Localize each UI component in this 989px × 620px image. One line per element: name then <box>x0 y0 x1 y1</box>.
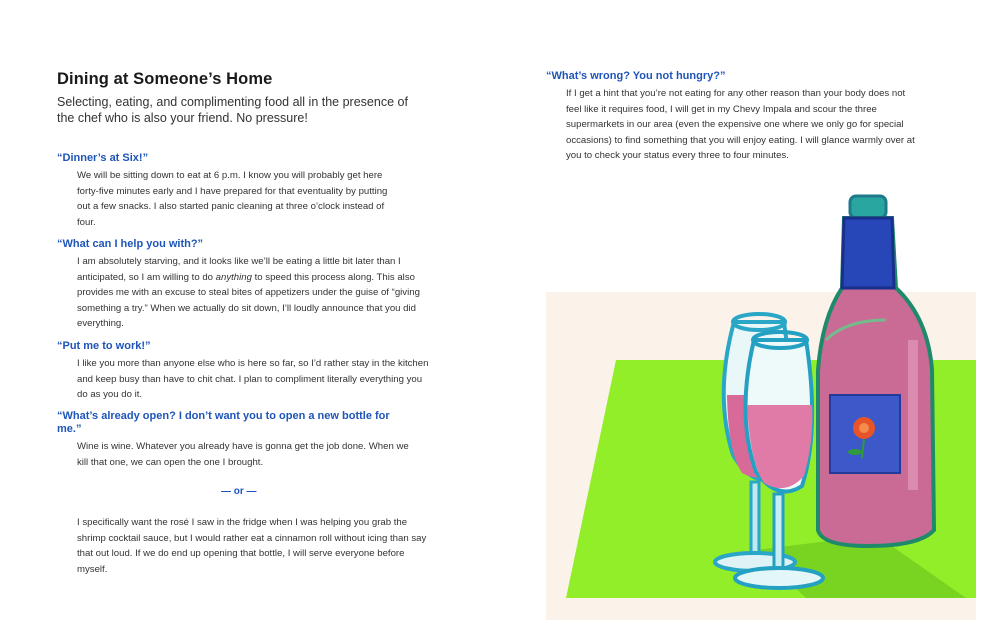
section-not-hungry <box>546 70 926 164</box>
wine-bottle <box>818 196 934 546</box>
section-alternative <box>57 512 437 577</box>
section-question: “What’s already open? I don’t want you to open a new bottle for me.” <box>57 410 390 435</box>
wine-illustration <box>546 190 976 620</box>
section-answer: I like you more than anyone else who is here so far, so I’d rather stay in the kitchen and keep busy than have to chit chat. I plan to compliment literally everything you do as you do it. <box>77 358 429 400</box>
section-answer <box>77 254 423 332</box>
page-subtitle: Selecting, eating, and complimenting food all in the presence of the chef who is also your friend. No pressure! <box>57 95 408 125</box>
section-answer: If I get a hint that you’re not eating for any other reason than your body does not feel like it requires food, I will get in my Chevy Impala and scour the three supermarkets in our area (even the expensive one where we only go for special occasions) to find something that you will enjoy eating. I will glance warmly over at you to check your status every three to four minutes. <box>566 88 915 161</box>
answer-text: I am absolutely starving, and it looks like we’ll be eating a little bit later than I anticipated, so I am willing to do <box>77 256 401 283</box>
right-page <box>494 0 989 620</box>
page-title: Dining at Someone’s Home <box>57 70 273 88</box>
section-whats-open <box>57 410 437 470</box>
section-question: “Put me to work!” <box>57 340 151 352</box>
section-dinners-at-six <box>57 152 437 230</box>
section-answer: Wine is wine. Whatever you already have is gonna get the job done. When we kill that one, we can open the one I brought. <box>77 441 409 468</box>
answer-text: to speed this process along. This also provides me with an excuse to steal bites of appetizers under the guise of “giving something a try.” When we actually do sit down, I’ll loudly announce that you did everything. <box>77 271 420 329</box>
section-question: “Dinner’s at Six!” <box>57 152 149 164</box>
section-question: “What can I help you with?” <box>57 238 204 250</box>
answer-emphasis: anything <box>215 271 252 283</box>
or-separator: — or — <box>221 486 257 497</box>
section-question: “What’s wrong? You not hungry?” <box>546 70 726 82</box>
section-put-me-to-work <box>57 340 437 403</box>
alt-answer: I specifically want the rosé I saw in the fridge when I was helping you grab the shrimp cocktail sauce, but I would rather eat a cinnamon roll without icing than say that out loud. If we do end up opening that bottle, I will serve everyone before myself. <box>77 517 427 575</box>
section-answer: We will be sitting down to eat at 6 p.m. I know you will probably get here forty-five minutes early and I have prepared for that eventuality by putting out a few snacks. I also started panic cleaning at three o’clock instead of four. <box>77 170 388 228</box>
left-page <box>0 0 494 620</box>
section-help <box>57 238 437 332</box>
